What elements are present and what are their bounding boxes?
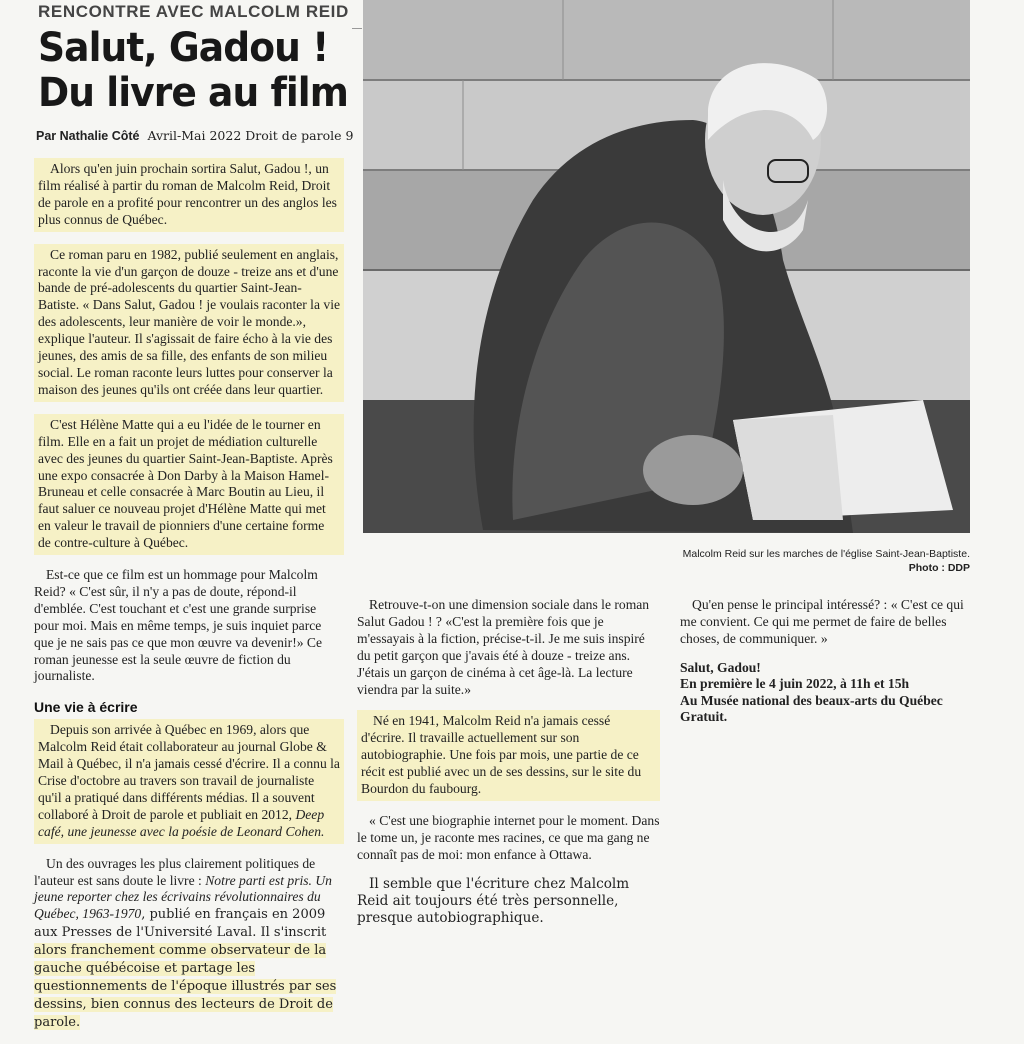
column-3 (680, 597, 980, 726)
column-1 (34, 158, 344, 1044)
paragraph-intro: Alors qu'en juin prochain sortira Salut, Gadou !, un film réalisé à partir du roman de Malcolm Reid, Droit de parole en a profité pour rencontrer un des anglos les plus connus de Québec. (34, 158, 344, 232)
headline-line-1: Salut, Gadou ! (38, 25, 329, 71)
premiere-date: En première le 4 juin 2022, à 11h et 15h (680, 676, 910, 692)
paragraph-interesse: Qu'en pense le principal intéressé? : « C'est ce qui me convient. Ce qui me permet de faire de belles choses, de communiquer. » (680, 597, 964, 646)
p6-book-title: Notre parti est pris. Un jeune reporter chez les écrivains révolutionnaires du Québec, 1963-1970 (34, 872, 332, 922)
paragraph-roman: Ce roman paru en 1982, publié seulement en anglais, raconte la vie d'un garçon de douze - treize ans et d'une bande de pré-adolescents du quartier Saint-Jean-Batiste. « Dans Salut, Gadou ! je voulais raconter la vie des adolescents, leur manière de voir le monde.», explique l'auteur. Il s'agissait de faire écho à la vie des jeunes, des amis de sa fille, des enfants de son milieu social. Le roman raconte leurs luttes pour conserver la maison des jeunes qu'ils ont créée dans leur quartier. (34, 244, 344, 402)
premiere-title: Salut, Gadou! (680, 659, 761, 675)
paragraph-biographie-internet: « C'est une biographie internet pour le moment. Dans le tome un, je raconte mes racines, ce que ma gang ne connaît pas de moi: mon enfance à Ottawa. (357, 812, 660, 862)
column-2 (357, 597, 660, 938)
divider (352, 28, 362, 43)
paragraph-helene-matte: C'est Hélène Matte qui a eu l'idée de le tourner en film. Elle en a fait un projet de médiation culturelle avec des jeunes du quartier Saint-Jean-Baptiste. Après une expo consacrée à Don Darby à la Maison Hamel-Bruneau et celle consacrée à Marc Boutin au Lieu, il faut saluer ce nouveau projet d'Hélène Matte qui met en valeur le travail de pionniers d'une certaine forme de contre-culture à Québec. (34, 414, 344, 555)
kicker: RENCONTRE AVEC MALCOLM REID (38, 2, 349, 21)
premiere-info (680, 660, 980, 726)
caption-credit: Photo : DDP (908, 562, 970, 574)
premiere-venue: Au Musée national des beaux-arts du Québec (680, 692, 943, 708)
byline (36, 128, 353, 143)
byline-author: Par Nathalie Côté (36, 129, 140, 143)
p5-book-title: Deep café, une jeunesse avec la poésie de Leonard Cohen. (38, 806, 325, 839)
p6-text-a: Un des ouvrages les plus clairement politiques de l'auteur est sans doute le livre : (34, 855, 316, 888)
caption-text: Malcolm Reid sur les marches de l'église Saint-Jean-Baptiste. (682, 548, 970, 560)
paragraph-vie-a-ecrire (34, 719, 344, 843)
headline-line-2: Du livre au film (38, 70, 348, 116)
subheading: Une vie à écrire (34, 699, 138, 716)
photo-malcolm-reid (363, 0, 970, 533)
byline-issue: Avril-Mai 2022 Droit de parole 9 (147, 128, 354, 143)
paragraph-dimension-sociale: Retrouve-t-on une dimension sociale dans le roman Salut Gadou ! ? «C'est la première fois que je m'essayais à la fiction, précise-t-il. Je me suis inspiré du petit garçon que j'avais été à douze - treize ans. J'étais un garçon de cinéma à cet âge-là. La lecture viendra par la suite.» (357, 597, 650, 697)
p5-text: Depuis son arrivée à Québec en 1969, alors que Malcolm Reid était collaborateur au journal Globe & Mail à Québec, il n'a jamais cessé d'écrire. Il a connu la Crise d'octobre au travers son travail de journaliste qu'il a pratiqué dans différents médias. Il a souvent collaboré à Droit de parole et publiait en 2012, (38, 722, 340, 822)
premiere-price: Gratuit. (680, 709, 728, 725)
paragraph-autobiographie: Né en 1941, Malcolm Reid n'a jamais cessé d'écrire. Il travaille actuellement sur son autobiographie. Une fois par mois, une partie de ce récit est publié avec un de ses dessins, sur le site du Bourdon du faubourg. (357, 710, 660, 801)
headline (38, 26, 348, 116)
photo-caption (640, 547, 970, 575)
photo-illustration (363, 0, 970, 533)
paragraph-ouvrages (34, 856, 344, 1032)
paragraph-ecriture-personnelle: Il semble que l'écriture chez Malcolm Reid ait toujours été très personnelle, presque autobiographique. (357, 875, 630, 926)
p6-text-c: , publié en français en 2009 aux Presses de l'Université Laval. Il s'inscrit (34, 907, 327, 941)
p6-text-d: alors franchement comme observateur de la gauche québécoise et partage les questionnements de l'époque illustrés par ses dessins, bien connus des lecteurs de Droit de parole. (34, 943, 337, 1030)
paragraph-hommage: Est-ce que ce film est un hommage pour Malcolm Reid? « C'est sûr, il n'y a pas de doute, répond-il d'emblée. C'est touchant et c'est une grande surprise pour moi. Mais en même temps, je suis inquiet parce que je ne sais pas ce que mon œuvre va devenir!» Ce roman jeunesse est la seule œuvre de fiction du journaliste. (34, 567, 323, 684)
